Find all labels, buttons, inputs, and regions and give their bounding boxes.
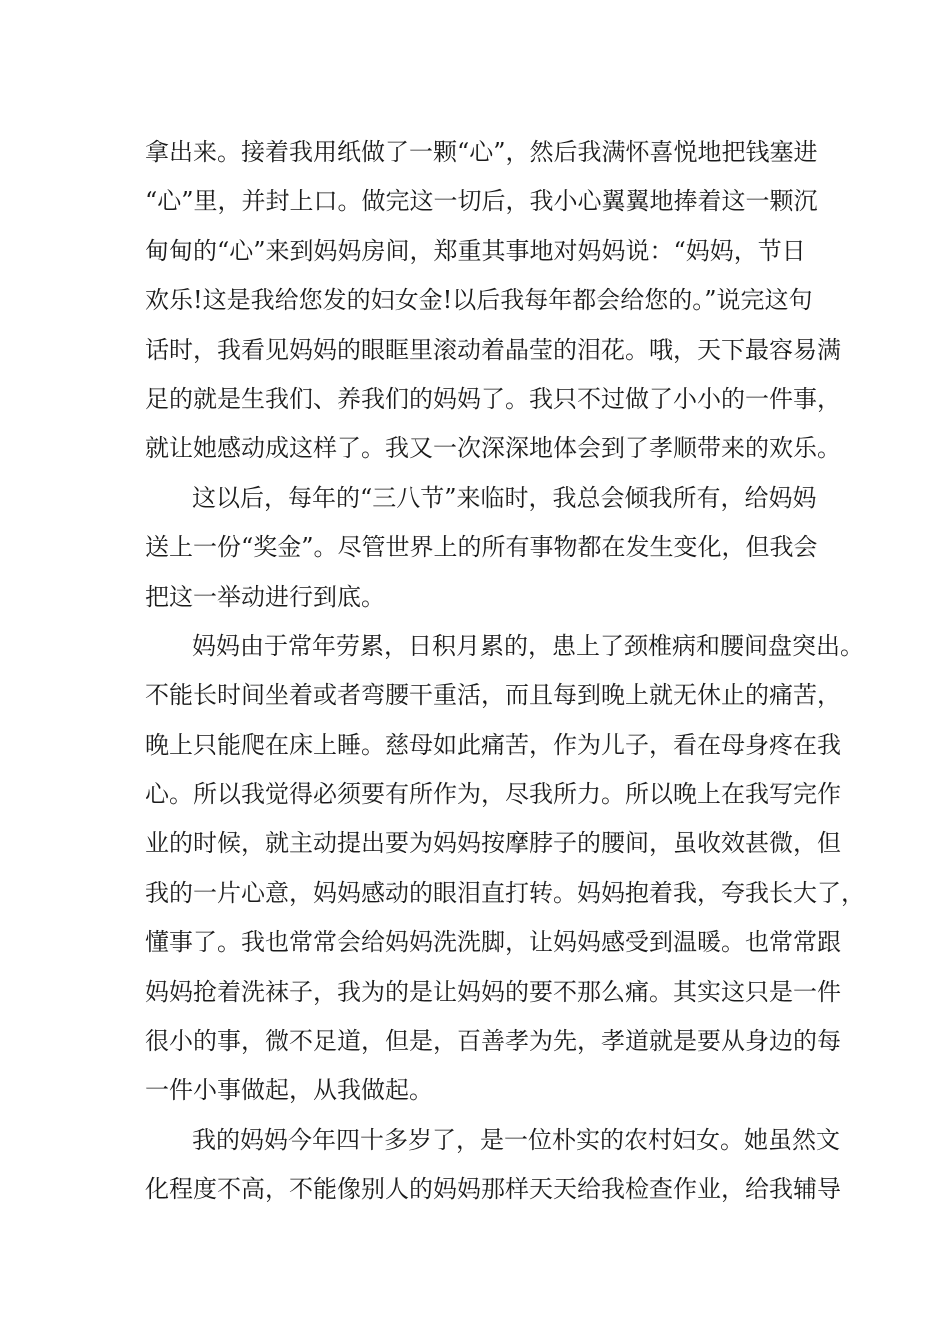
text-line: 妈妈由于常年劳累，日积月累的，患上了颈椎病和腰间盘突出。	[192, 631, 864, 660]
text-line: 不能长时间坐着或者弯腰干重活，而且每到晚上就无休止的痛苦，	[145, 681, 841, 710]
text-line: 一件小事做起，从我做起。	[145, 1076, 433, 1105]
text-line: 甸甸的“心”来到妈妈房间，郑重其事地对妈妈说：“妈妈，节日	[145, 236, 806, 265]
text-line: 我的一片心意，妈妈感动的眼泪直打转。妈妈抱着我，夸我长大了，	[145, 878, 865, 907]
text-line: 送上一份“奖金”。尽管世界上的所有事物都在发生变化，但我会	[145, 533, 818, 562]
text-line: 化程度不高，不能像别人的妈妈那样天天给我检查作业，给我辅导	[145, 1175, 841, 1204]
text-line: 拿出来。接着我用纸做了一颗“心”，然后我满怀喜悦地把钱塞进	[145, 138, 818, 166]
text-line: 欢乐!这是我给您发的妇女金!以后我每年都会给您的。”说完这句	[145, 286, 813, 315]
text-line: 晚上只能爬在床上睡。慈母如此痛苦，作为儿子，看在母身疼在我	[145, 730, 841, 759]
document-body	[145, 128, 865, 1215]
text-line: 话时，我看见妈妈的眼眶里滚动着晶莹的泪花。哦，天下最容易满	[145, 335, 841, 364]
text-line: 把这一举动进行到底。	[145, 582, 385, 611]
text-line: 这以后，每年的“三八节”来临时，我总会倾我所有，给妈妈	[192, 483, 817, 512]
text-line: 懂事了。我也常常会给妈妈洗洗脚，让妈妈感受到温暖。也常常跟	[145, 928, 841, 957]
text-line: 业的时候，就主动提出要为妈妈按摩脖子的腰间，虽收效甚微，但	[145, 829, 841, 858]
text-line: 很小的事，微不足道，但是，百善孝为先，孝道就是要从身边的每	[145, 1027, 841, 1056]
text-line: 心。所以我觉得必须要有所作为，尽我所力。所以晚上在我写完作	[145, 780, 841, 809]
text-line: 足的就是生我们、养我们的妈妈了。我只不过做了小小的一件事，	[145, 384, 841, 413]
text-line: 我的妈妈今年四十多岁了，是一位朴实的农村妇女。她虽然文	[192, 1125, 840, 1154]
text-line: “心”里，并封上口。做完这一切后，我小心翼翼地捧着这一颗沉	[145, 187, 818, 216]
text-line: 妈妈抢着洗袜子，我为的是让妈妈的要不那么痛。其实这只是一件	[145, 977, 841, 1006]
text-line: 就让她感动成这样了。我又一次深深地体会到了孝顺带来的欢乐。	[145, 434, 841, 463]
